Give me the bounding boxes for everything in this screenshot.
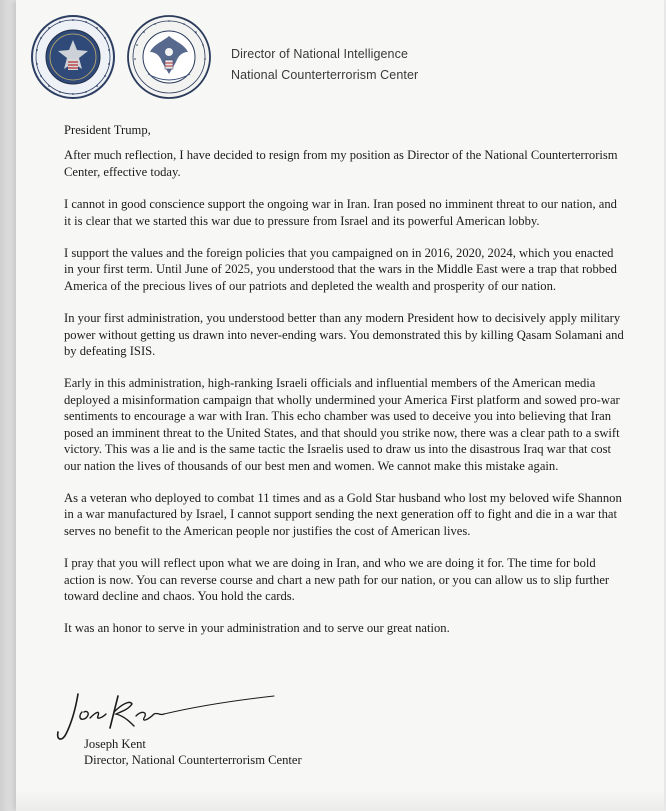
letterhead-agency: Director of National Intelligence xyxy=(231,47,408,61)
nctc-seal xyxy=(126,14,212,100)
paragraph-foreign-policy: I support the values and the foreign policies that you campaigned on in 2016, 2020, 2024, which you enacted in your first term. Until June of 2025, you understood that the wars in the Middle East were a trap that robbed America of the precious lives of our patriots and depleted the wealth and prosperity of our nation. xyxy=(64,246,617,293)
letter-body xyxy=(64,122,624,653)
paragraph-misinformation: Early in this administration, high-ranking Israeli officials and influential members of the American media deployed a misinformation campaign that wholly undermined your America First platform and sowed pro-war sentiments to encourage a war with Iran. This echo chamber was used to deceive you into believing that Iran posed an imminent threat to the United States, and that should you strike now, there was a clear path to a swift victory. This was a lie and is the same tactic the Israelis used to draw us into the disastrous Iraq war that cost our nation the lives of thousands of our best men and women. We cannot make this mistake again. xyxy=(64,376,620,473)
signature-block xyxy=(84,736,302,768)
paragraph-closing: It was an honor to serve in your administration and to serve our great nation. xyxy=(64,621,450,636)
paragraph-iran-war: I cannot in good conscience support the ongoing war in Iran. Iran posed no imminent threat to our nation, and it is clear that we started this war due to pressure from Israel and its powerful American lobby. xyxy=(64,197,617,228)
nctc-seal-text xyxy=(126,100,127,101)
signer-title: Director, National Counterterrorism Center xyxy=(84,753,302,767)
nctc-seal-graphic xyxy=(126,14,212,100)
paragraph-resignation: After much reflection, I have decided to resign from my position as Director of the National Counterterrorism Center, effective today. xyxy=(64,148,618,179)
signature-text xyxy=(48,746,49,747)
paragraph-veteran: As a veteran who deployed to combat 11 times and as a Gold Star husband who lost my beloved wife Shannon in a war manufactured by Israel, I cannot support sending the next generation off to fight and die in a war that serves no benefit to the American people nor justifies the cost of American lives. xyxy=(64,490,622,538)
page-bottom-fade xyxy=(16,790,664,811)
letterhead-center: National Counterterrorism Center xyxy=(231,68,419,82)
dni-seal-graphic xyxy=(30,14,116,100)
dni-seal-text xyxy=(30,100,31,101)
paragraph-reflection: I pray that you will reflect upon what we are doing in Iran, and who we are doing it for. The time for bold action is now. You can reverse course and chart a new path for our nation, or you can allow us to slip further toward decline and chaos. You hold the cards. xyxy=(64,556,610,603)
dni-seal xyxy=(30,14,116,100)
paragraph-first-administration: In your first administration, you understood better than any modern President how to decisively apply military power without getting us drawn into never-ending wars. You demonstrated this by killing Qasam Solamani and by defeating ISIS. xyxy=(64,311,624,359)
letter-page xyxy=(16,0,664,811)
signer-name: Joseph Kent xyxy=(84,737,146,751)
salutation: President Trump, xyxy=(64,123,151,137)
letterhead xyxy=(231,44,418,86)
